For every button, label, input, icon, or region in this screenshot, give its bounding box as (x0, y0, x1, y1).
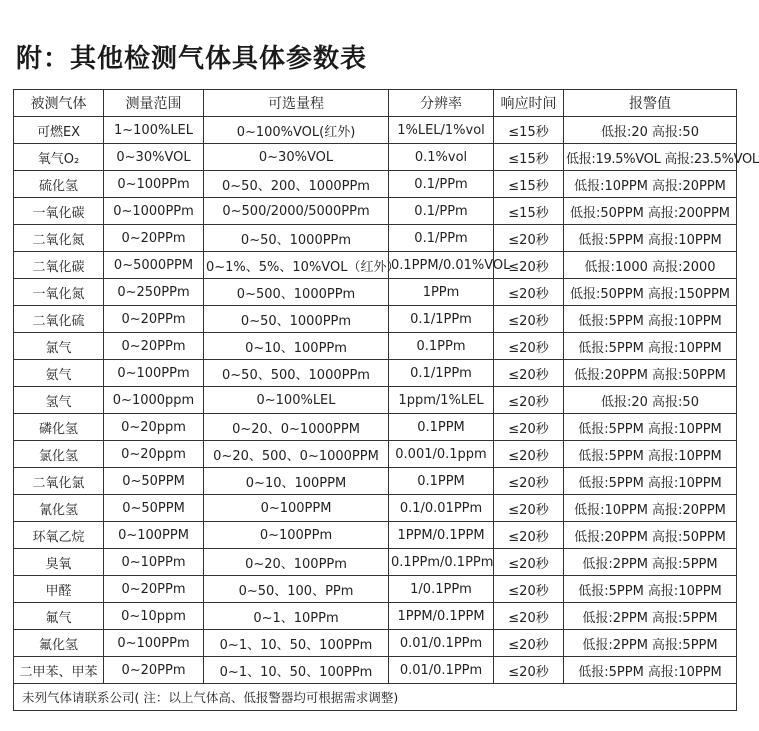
cell-gas: 硫化氢 (14, 171, 104, 198)
cell-optional-range: 0~20、500、0~1000PPM (204, 441, 389, 468)
cell-optional-range: 0~50、1000PPm (204, 306, 389, 333)
cell-resolution: 0.01/0.1PPm (389, 657, 494, 684)
cell-response-time: ≤15秒 (494, 171, 564, 198)
header-gas: 被测气体 (14, 90, 104, 117)
cell-response-time: ≤20秒 (494, 306, 564, 333)
cell-gas: 二氧化硫 (14, 306, 104, 333)
cell-measure-range: 0~20ppm (104, 441, 204, 468)
table-row (14, 144, 737, 171)
cell-gas: 环氧乙烷 (14, 522, 104, 549)
cell-optional-range: 0~100PPm (204, 522, 389, 549)
cell-gas: 二氧化碳 (14, 252, 104, 279)
cell-alarm-value: 低报:50PPM 高报:150PPM (564, 279, 737, 306)
cell-resolution: 0.1/1PPm (389, 306, 494, 333)
table-row (14, 387, 737, 414)
cell-resolution: 1PPM/0.1PPM (389, 522, 494, 549)
cell-resolution: 0.1PPm/0.1PPm (389, 549, 494, 576)
cell-resolution: 0.1/PPm (389, 225, 494, 252)
cell-response-time: ≤20秒 (494, 225, 564, 252)
cell-alarm-value: 低报:20PPM 高报:50PPM (564, 522, 737, 549)
cell-gas: 氟气 (14, 603, 104, 630)
table-row (14, 657, 737, 684)
cell-gas: 可燃EX (14, 117, 104, 144)
cell-alarm-value: 低报:10PPM 高报:20PPM (564, 495, 737, 522)
cell-optional-range: 0~10、100PPM (204, 468, 389, 495)
cell-alarm-value: 低报:5PPM 高报:10PPM (564, 657, 737, 684)
cell-gas: 臭氧 (14, 549, 104, 576)
cell-optional-range: 0~50、500、1000PPm (204, 360, 389, 387)
cell-gas: 氯化氢 (14, 441, 104, 468)
cell-gas: 氨气 (14, 360, 104, 387)
cell-alarm-value: 低报:20 高报:50 (564, 117, 737, 144)
cell-response-time: ≤20秒 (494, 414, 564, 441)
cell-gas: 二氧化氯 (14, 468, 104, 495)
cell-gas: 二甲苯、甲苯 (14, 657, 104, 684)
table-row (14, 306, 737, 333)
cell-response-time: ≤20秒 (494, 441, 564, 468)
cell-measure-range: 0~20PPm (104, 225, 204, 252)
cell-optional-range: 0~100PPM (204, 495, 389, 522)
cell-response-time: ≤15秒 (494, 144, 564, 171)
cell-response-time: ≤15秒 (494, 198, 564, 225)
cell-alarm-value: 低报:20PPM 高报:50PPM (564, 360, 737, 387)
cell-alarm-value: 低报:2PPM 高报:5PPM (564, 603, 737, 630)
table-row (14, 198, 737, 225)
cell-measure-range: 0~1000ppm (104, 387, 204, 414)
table-row (14, 522, 737, 549)
table-row (14, 252, 737, 279)
cell-alarm-value: 低报:2PPM 高报:5PPM (564, 630, 737, 657)
cell-optional-range: 0~100%LEL (204, 387, 389, 414)
header-optional-range: 可选量程 (204, 90, 389, 117)
cell-alarm-value: 低报:2PPM 高报:5PPM (564, 549, 737, 576)
cell-alarm-value: 低报:5PPM 高报:10PPM (564, 441, 737, 468)
cell-alarm-value: 低报:5PPM 高报:10PPM (564, 414, 737, 441)
table-row (14, 414, 737, 441)
cell-optional-range: 0~50、1000PPm (204, 225, 389, 252)
cell-response-time: ≤20秒 (494, 549, 564, 576)
cell-optional-range: 0~1、10、50、100PPm (204, 657, 389, 684)
cell-alarm-value: 低报:1000 高报:2000 (564, 252, 737, 279)
cell-resolution: 0.1PPM (389, 468, 494, 495)
table-row (14, 495, 737, 522)
cell-resolution: 0.1/PPm (389, 198, 494, 225)
cell-measure-range: 0~100PPm (104, 630, 204, 657)
table-row (14, 576, 737, 603)
cell-response-time: ≤15秒 (494, 117, 564, 144)
cell-alarm-value: 低报:5PPM 高报:10PPM (564, 576, 737, 603)
cell-gas: 氢气 (14, 387, 104, 414)
cell-resolution: 1%LEL/1%vol (389, 117, 494, 144)
cell-alarm-value: 低报:5PPM 高报:10PPM (564, 468, 737, 495)
cell-resolution: 0.1/0.01PPm (389, 495, 494, 522)
cell-gas: 一氧化氮 (14, 279, 104, 306)
cell-gas: 氰化氢 (14, 495, 104, 522)
table-row (14, 171, 737, 198)
cell-measure-range: 1~100%LEL (104, 117, 204, 144)
cell-resolution: 1PPM/0.1PPM (389, 603, 494, 630)
cell-gas: 氟化氢 (14, 630, 104, 657)
cell-optional-range: 0~50、200、1000PPm (204, 171, 389, 198)
cell-measure-range: 0~100PPm (104, 171, 204, 198)
cell-response-time: ≤20秒 (494, 495, 564, 522)
cell-resolution: 0.1PPM (389, 414, 494, 441)
cell-optional-range: 0~100%VOL(红外) (204, 117, 389, 144)
table-note-row (14, 684, 737, 711)
cell-measure-range: 0~1000PPm (104, 198, 204, 225)
table-row (14, 603, 737, 630)
table-row (14, 441, 737, 468)
cell-gas: 二氧化氮 (14, 225, 104, 252)
cell-optional-range: 0~500、1000PPm (204, 279, 389, 306)
cell-resolution: 1ppm/1%LEL (389, 387, 494, 414)
page-title: 附：其他检测气体具体参数表 (16, 44, 368, 74)
cell-optional-range: 0~1、10PPm (204, 603, 389, 630)
table-row (14, 333, 737, 360)
cell-response-time: ≤20秒 (494, 576, 564, 603)
header-measure-range: 测量范围 (104, 90, 204, 117)
cell-optional-range: 0~20、100PPm (204, 549, 389, 576)
table-row (14, 225, 737, 252)
cell-gas: 磷化氢 (14, 414, 104, 441)
table-row (14, 630, 737, 657)
cell-gas: 一氧化碳 (14, 198, 104, 225)
cell-measure-range: 0~20PPm (104, 333, 204, 360)
cell-alarm-value: 低报:19.5%VOL 高报:23.5%VOL (564, 144, 737, 171)
table-row (14, 468, 737, 495)
header-alarm-value: 报警值 (564, 90, 737, 117)
cell-alarm-value: 低报:5PPM 高报:10PPM (564, 333, 737, 360)
header-response-time: 响应时间 (494, 90, 564, 117)
table-row (14, 117, 737, 144)
cell-resolution: 0.01/0.1PPm (389, 630, 494, 657)
cell-measure-range: 0~10ppm (104, 603, 204, 630)
cell-measure-range: 0~5000PPM (104, 252, 204, 279)
table-row (14, 279, 737, 306)
cell-optional-range: 0~1%、5%、10%VOL（红外） (204, 252, 389, 279)
table-row (14, 549, 737, 576)
cell-gas: 氯气 (14, 333, 104, 360)
cell-alarm-value: 低报:20 高报:50 (564, 387, 737, 414)
cell-response-time: ≤20秒 (494, 333, 564, 360)
cell-gas: 甲醛 (14, 576, 104, 603)
cell-optional-range: 0~500/2000/5000PPm (204, 198, 389, 225)
cell-measure-range: 0~20ppm (104, 414, 204, 441)
cell-optional-range: 0~20、0~1000PPM (204, 414, 389, 441)
cell-gas: 氧气O₂ (14, 144, 104, 171)
cell-optional-range: 0~10、100PPm (204, 333, 389, 360)
cell-response-time: ≤20秒 (494, 603, 564, 630)
cell-measure-range: 0~20PPm (104, 657, 204, 684)
cell-response-time: ≤20秒 (494, 387, 564, 414)
cell-response-time: ≤20秒 (494, 279, 564, 306)
cell-measure-range: 0~250PPm (104, 279, 204, 306)
cell-alarm-value: 低报:5PPM 高报:10PPM (564, 225, 737, 252)
cell-alarm-value: 低报:50PPM 高报:200PPM (564, 198, 737, 225)
cell-measure-range: 0~20PPm (104, 306, 204, 333)
gas-parameter-table (13, 89, 759, 711)
cell-measure-range: 0~50PPM (104, 495, 204, 522)
cell-response-time: ≤20秒 (494, 630, 564, 657)
cell-measure-range: 0~50PPM (104, 468, 204, 495)
cell-resolution: 1/0.1PPm (389, 576, 494, 603)
cell-optional-range: 0~50、100、PPm (204, 576, 389, 603)
cell-resolution: 1PPm (389, 279, 494, 306)
table-header-row (14, 90, 737, 117)
cell-resolution: 0.1/1PPm (389, 360, 494, 387)
cell-response-time: ≤20秒 (494, 522, 564, 549)
header-resolution: 分辨率 (389, 90, 494, 117)
cell-resolution: 0.1PPm (389, 333, 494, 360)
cell-resolution: 0.1%vol (389, 144, 494, 171)
cell-measure-range: 0~100PPM (104, 522, 204, 549)
cell-alarm-value: 低报:5PPM 高报:10PPM (564, 306, 737, 333)
cell-response-time: ≤20秒 (494, 468, 564, 495)
cell-alarm-value: 低报:10PPM 高报:20PPM (564, 171, 737, 198)
cell-resolution: 0.1PPM/0.01%VOL (389, 252, 494, 279)
cell-optional-range: 0~30%VOL (204, 144, 389, 171)
cell-measure-range: 0~30%VOL (104, 144, 204, 171)
cell-response-time: ≤20秒 (494, 657, 564, 684)
cell-measure-range: 0~20PPm (104, 576, 204, 603)
cell-resolution: 0.1/PPm (389, 171, 494, 198)
table-row (14, 360, 737, 387)
cell-response-time: ≤20秒 (494, 360, 564, 387)
cell-optional-range: 0~1、10、50、100PPm (204, 630, 389, 657)
cell-response-time: ≤20秒 (494, 252, 564, 279)
cell-measure-range: 0~100PPm (104, 360, 204, 387)
cell-resolution: 0.001/0.1ppm (389, 441, 494, 468)
table-note: 未列气体请联系公司( 注：以上气体高、低报警器均可根据需求调整) (14, 684, 737, 711)
cell-measure-range: 0~10PPm (104, 549, 204, 576)
